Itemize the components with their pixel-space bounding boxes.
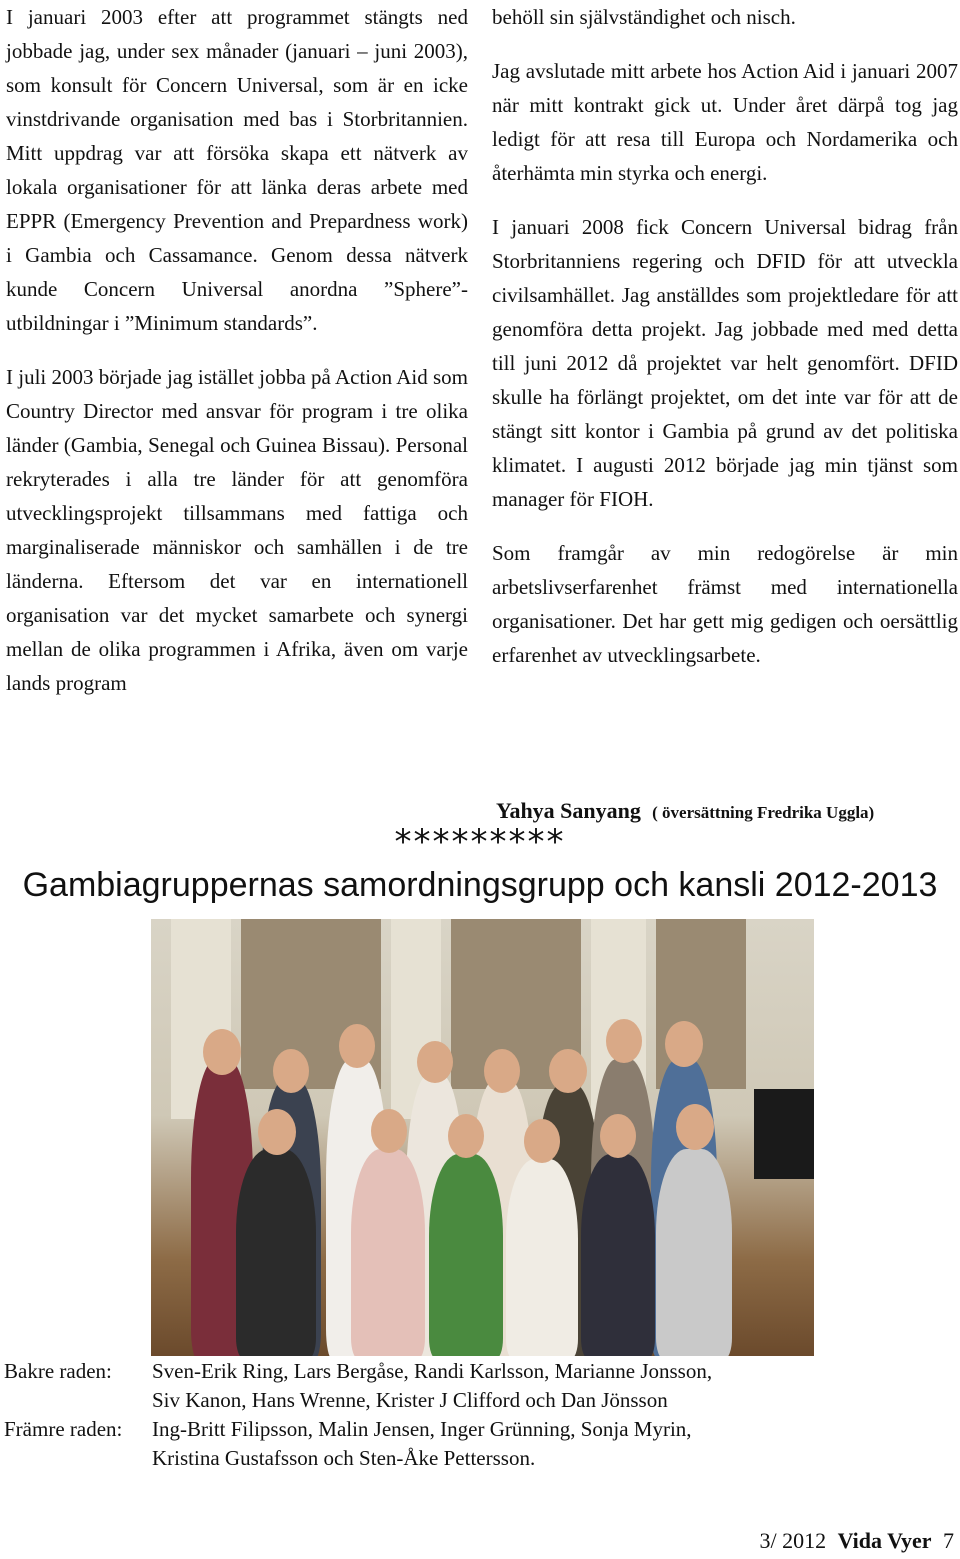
caption-back-row-names: Sven-Erik Ring, Lars Bergåse, Randi Karlsson, Marianne Jonsson,: [152, 1359, 713, 1383]
author-name: Yahya Sanyang: [496, 798, 641, 823]
caption-back-row-label: Bakre raden:: [4, 1359, 112, 1383]
article-left-column: [6, 0, 468, 720]
section-headline: Gambiagruppernas samordningsgrupp och kansli 2012-2013: [22, 866, 938, 904]
article-paragraph: I januari 2008 fick Concern Universal bidrag från Storbritanniens regering och DFID för att utveckla civilsamhället. Jag anställdes som projektledare för att genomföra detta projekt. Jag jobbade med med detta till juni 2012 då projektet var helt genomfört. DFID skulle ha förlängt projektet, om det inte var för att de stängt sitt kontor i Gambia på grund av det politiska klimatet. I augusti 2012 började jag min tjänst som manager för FIOH.: [492, 215, 958, 511]
group-photo: [151, 919, 814, 1356]
article-right-column: [492, 0, 958, 692]
article-paragraph: I juli 2003 började jag istället jobba på Action Aid som Country Director med ansvar för program i tre olika länder (Gambia, Senegal och Guinea Bissau). Personal rekryterades i alla tre länder för att genomföra utvecklingsprojekt tillsammans med fattiga och marginaliserade människor och samhällen i de tre länderna. Eftersom det var en internationell organisation var det mycket samarbete och synergi mellan de olika programmen i Afrika, även om varje lands program: [6, 365, 468, 695]
translator-credit: ( översättning Fredrika Uggla): [652, 803, 875, 822]
photo-caption: [4, 1357, 960, 1473]
page-number: 7: [943, 1528, 954, 1553]
caption-front-row-names-cont: Kristina Gustafsson och Sten-Åke Pettersson.: [152, 1446, 536, 1470]
magazine-name: Vida Vyer: [837, 1528, 932, 1553]
article-paragraph: behöll sin självständighet och nisch.: [492, 5, 796, 29]
caption-front-row-label: Främre raden:: [4, 1417, 123, 1441]
caption-back-row-names-cont: Siv Kanon, Hans Wrenne, Krister J Clifford och Dan Jönsson: [152, 1388, 668, 1412]
caption-front-row-names: Ing-Britt Filipsson, Malin Jensen, Inger Grünning, Sonja Myrin,: [152, 1417, 692, 1441]
article-paragraph: Som framgår av min redogörelse är min arbetslivserfarenhet främst med internationella organisationer. Det har gett mig gedigen och oersättlig erfarenhet av utvecklingsarbete.: [492, 541, 958, 667]
article-paragraph: I januari 2003 efter att programmet stängts ned jobbade jag, under sex månader (januari – juni 2003), som konsult för Concern Universal, som är en icke vinstdrivande organisation med bas i Storbritannien. Mitt uppdrag var att försöka skapa ett nätverk av lokala organisationer för att länka deras arbete med EPPR (Emergency Prevention and Prepardness work) i Gambia och Cassamance. Genom dessa nätverk kunde Concern Universal anordna ”Sphere”-utbildningar i ”Minimum standards”.: [6, 5, 468, 335]
article-paragraph: Jag avslutade mitt arbete hos Action Aid i januari 2007 när mitt kontrakt gick ut. Under året därpå tog jag ledigt för att resa till Europa och Nordamerika och återhämta min styrka och energi.: [492, 59, 958, 185]
article-signature: [496, 798, 958, 824]
section-separator: *********: [394, 822, 566, 862]
page-footer: [759, 1528, 954, 1554]
issue-number: 3/ 2012: [759, 1528, 827, 1553]
